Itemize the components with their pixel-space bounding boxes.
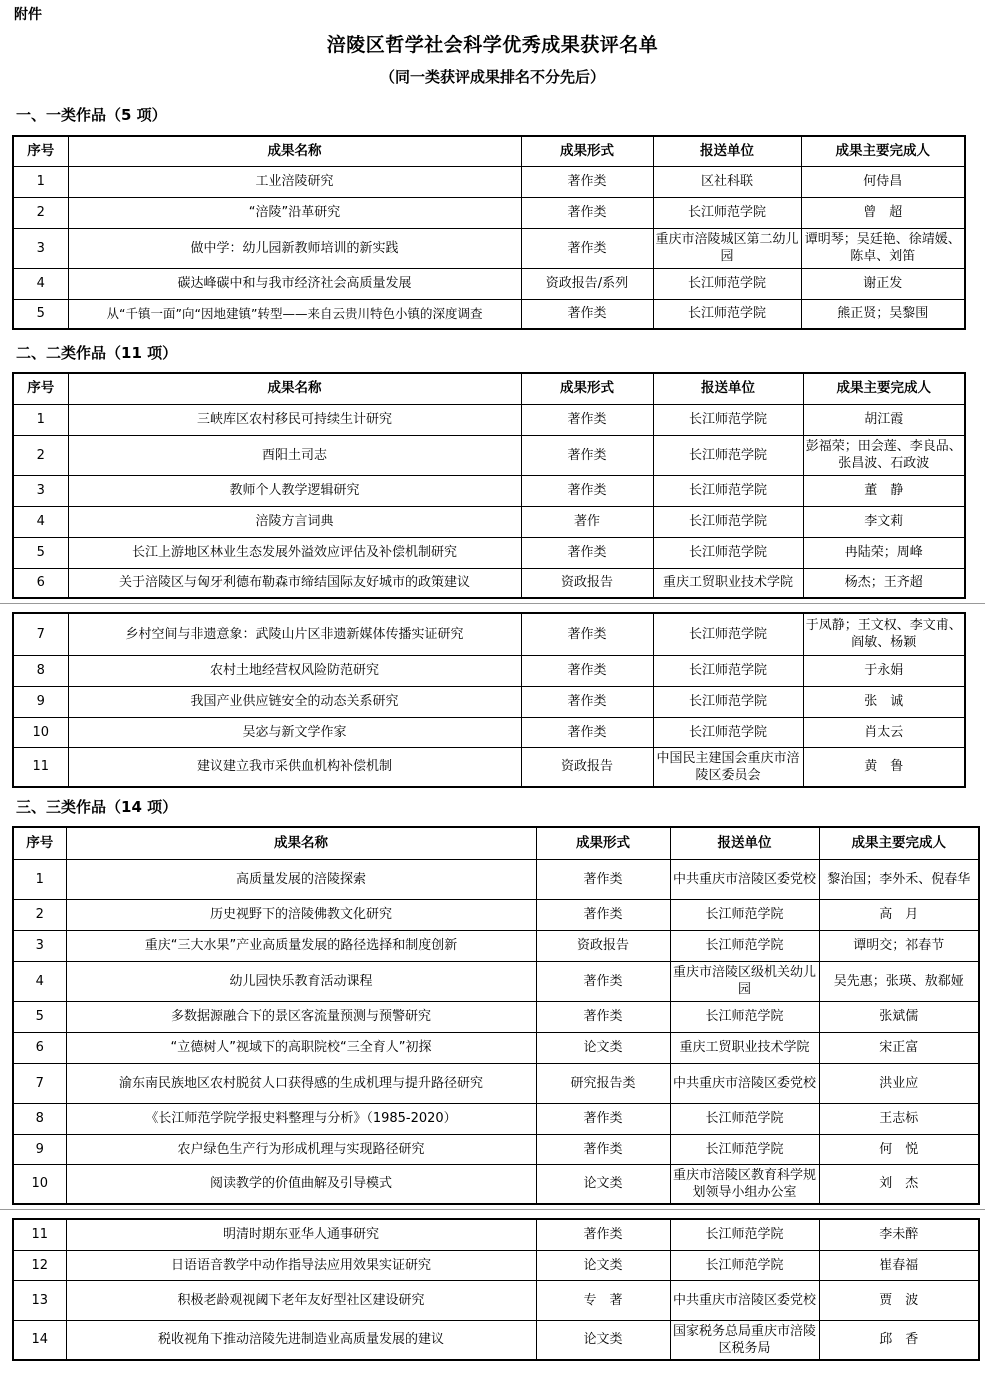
- cell-title: “立德树人”视域下的高职院校“三全育人”初探: [66, 1032, 536, 1063]
- cell-unit: 重庆市涪陵区级机关幼儿园: [670, 961, 819, 1001]
- cell-title: 日语语音教学中动作指导法应用效果实证研究: [66, 1250, 536, 1280]
- cell-form: 著作类: [521, 537, 653, 568]
- cell-unit: 长江师范学院: [653, 435, 803, 475]
- header-col-index: 序号: [13, 136, 68, 166]
- table-row: [13, 655, 965, 686]
- cell-title: 从“千镇一面”向“因地建镇”转型——来自云贵川特色小镇的深度调查: [68, 299, 521, 329]
- cell-authors: 何 悦: [819, 1134, 979, 1164]
- cell-title: 工业涪陵研究: [68, 166, 521, 197]
- header-col-authors: 成果主要完成人: [801, 136, 965, 166]
- cell-form: 著作类: [536, 1103, 670, 1134]
- cell-form: 著作类: [521, 686, 653, 717]
- cell-unit: 长江师范学院: [653, 197, 801, 228]
- cell-index: 1: [13, 166, 68, 197]
- table-header-row: [13, 827, 979, 859]
- cell-authors: 曾 超: [801, 197, 965, 228]
- cell-unit: 国家税务总局重庆市涪陵区税务局: [670, 1320, 819, 1360]
- cell-form: 著作类: [521, 613, 653, 655]
- cell-unit: 长江师范学院: [653, 613, 803, 655]
- cell-form: 著作类: [536, 1219, 670, 1250]
- cell-unit: 长江师范学院: [670, 930, 819, 961]
- cell-index: 2: [13, 435, 68, 475]
- cell-unit: 长江师范学院: [653, 506, 803, 537]
- cell-title: 积极老龄观视阈下老年友好型社区建设研究: [66, 1280, 536, 1320]
- cell-authors: 宋正富: [819, 1032, 979, 1063]
- cell-index: 8: [13, 655, 68, 686]
- header-col-index: 序号: [13, 827, 66, 859]
- header-col-title: 成果名称: [66, 827, 536, 859]
- cell-authors: 董 静: [803, 475, 965, 506]
- cell-unit: 重庆工贸职业技术学院: [653, 568, 803, 598]
- table-row: [13, 1219, 979, 1250]
- cell-authors: 李文莉: [803, 506, 965, 537]
- cell-index: 3: [13, 228, 68, 268]
- page-break-line: [0, 1209, 985, 1210]
- cell-form: 著作类: [521, 717, 653, 747]
- cell-form: 著作类: [521, 197, 653, 228]
- cell-unit: 长江师范学院: [653, 686, 803, 717]
- cell-unit: 长江师范学院: [670, 899, 819, 930]
- cell-index: 6: [13, 568, 68, 598]
- table-row: [13, 506, 965, 537]
- cell-title: 明清时期东亚华人通事研究: [66, 1219, 536, 1250]
- cell-title: 重庆“三大水果”产业高质量发展的路径选择和制度创新: [66, 930, 536, 961]
- cell-authors: 谢正发: [801, 268, 965, 299]
- table-row: [13, 1001, 979, 1032]
- cell-unit: 重庆市涪陵区教育科学规划领导小组办公室: [670, 1164, 819, 1204]
- cell-authors: 熊正贤；吴黎围: [801, 299, 965, 329]
- cell-index: 11: [13, 1219, 66, 1250]
- cell-unit: 重庆工贸职业技术学院: [670, 1032, 819, 1063]
- cell-form: 论文类: [536, 1164, 670, 1204]
- cell-authors: 杨杰；王齐超: [803, 568, 965, 598]
- table-row: [13, 717, 965, 747]
- table-row: [13, 1280, 979, 1320]
- cell-title: 《长江师范学院学报史料整理与分析》（1985-2020）: [66, 1103, 536, 1134]
- table-row: [13, 1063, 979, 1103]
- cell-index: 2: [13, 197, 68, 228]
- cell-authors: 高 月: [819, 899, 979, 930]
- header-col-authors: 成果主要完成人: [803, 373, 965, 404]
- cell-unit: 长江师范学院: [653, 717, 803, 747]
- cell-form: 著作类: [521, 299, 653, 329]
- table-row: [13, 747, 965, 787]
- table-row: [13, 1320, 979, 1360]
- cell-index: 3: [13, 475, 68, 506]
- section-heading: 一、一类作品（5 项）: [16, 106, 167, 124]
- cell-index: 9: [13, 1134, 66, 1164]
- cell-title: “涪陵”沿革研究: [68, 197, 521, 228]
- cell-unit: 长江师范学院: [670, 1219, 819, 1250]
- cell-form: 著作类: [521, 655, 653, 686]
- cell-authors: 李未醉: [819, 1219, 979, 1250]
- results-table: [12, 135, 966, 330]
- cell-index: 4: [13, 961, 66, 1001]
- cell-title: 教师个人教学逻辑研究: [68, 475, 521, 506]
- cell-unit: 长江师范学院: [653, 537, 803, 568]
- table-row: [13, 1134, 979, 1164]
- page-subtitle: （同一类获评成果排名不分先后）: [379, 68, 605, 86]
- cell-authors: 张斌儒: [819, 1001, 979, 1032]
- cell-unit: 长江师范学院: [653, 268, 801, 299]
- cell-index: 10: [13, 717, 68, 747]
- cell-title: 三峡库区农村移民可持续生计研究: [68, 404, 521, 435]
- table-row: [13, 961, 979, 1001]
- table-row: [13, 686, 965, 717]
- cell-authors: 胡江霞: [803, 404, 965, 435]
- cell-title: 我国产业供应链安全的动态关系研究: [68, 686, 521, 717]
- header-col-unit: 报送单位: [670, 827, 819, 859]
- cell-unit: 中国民主建国会重庆市涪陵区委员会: [653, 747, 803, 787]
- cell-authors: 张 诚: [803, 686, 965, 717]
- table-header-row: [13, 136, 965, 166]
- cell-index: 5: [13, 299, 68, 329]
- table-header-row: [13, 373, 965, 404]
- cell-form: 资政报告: [521, 568, 653, 598]
- header-col-unit: 报送单位: [653, 136, 801, 166]
- cell-form: 著作类: [521, 228, 653, 268]
- table-row: [13, 930, 979, 961]
- cell-index: 2: [13, 899, 66, 930]
- cell-index: 7: [13, 613, 68, 655]
- cell-form: 论文类: [536, 1320, 670, 1360]
- cell-title: 阅读教学的价值曲解及引导模式: [66, 1164, 536, 1204]
- cell-title: 幼儿园快乐教育活动课程: [66, 961, 536, 1001]
- cell-unit: 长江师范学院: [653, 299, 801, 329]
- table-row: [13, 268, 965, 299]
- cell-title: 乡村空间与非遗意象：武陵山片区非遗新媒体传播实证研究: [68, 613, 521, 655]
- cell-index: 8: [13, 1103, 66, 1134]
- cell-title: 长江上游地区林业生态发展外溢效应评估及补偿机制研究: [68, 537, 521, 568]
- cell-unit: 长江师范学院: [670, 1001, 819, 1032]
- results-table: [12, 612, 966, 788]
- cell-unit: 长江师范学院: [653, 404, 803, 435]
- cell-unit: 长江师范学院: [670, 1250, 819, 1280]
- cell-authors: 洪业应: [819, 1063, 979, 1103]
- cell-index: 13: [13, 1280, 66, 1320]
- cell-title: 农户绿色生产行为形成机理与实现路径研究: [66, 1134, 536, 1164]
- cell-title: 涪陵方言词典: [68, 506, 521, 537]
- cell-index: 7: [13, 1063, 66, 1103]
- cell-form: 专 著: [536, 1280, 670, 1320]
- cell-authors: 王志标: [819, 1103, 979, 1134]
- table-row: [13, 899, 979, 930]
- cell-title: 多数据源融合下的景区客流量预测与预警研究: [66, 1001, 536, 1032]
- cell-form: 著作类: [536, 961, 670, 1001]
- cell-authors: 黎治国；李外禾、倪春华: [819, 859, 979, 899]
- cell-index: 14: [13, 1320, 66, 1360]
- cell-form: 著作类: [536, 1134, 670, 1164]
- cell-unit: 中共重庆市涪陵区委党校: [670, 1063, 819, 1103]
- cell-authors: 谭明交；祁春节: [819, 930, 979, 961]
- cell-form: 著作类: [536, 1001, 670, 1032]
- cell-unit: 中共重庆市涪陵区委党校: [670, 1280, 819, 1320]
- table-row: [13, 859, 979, 899]
- table-row: [13, 1250, 979, 1280]
- cell-unit: 长江师范学院: [653, 655, 803, 686]
- cell-authors: 崔春福: [819, 1250, 979, 1280]
- cell-unit: 长江师范学院: [653, 475, 803, 506]
- cell-form: 著作类: [521, 166, 653, 197]
- results-table: [12, 1218, 980, 1361]
- cell-unit: 重庆市涪陵城区第二幼儿园: [653, 228, 801, 268]
- cell-index: 9: [13, 686, 68, 717]
- cell-unit: 中共重庆市涪陵区委党校: [670, 859, 819, 899]
- cell-form: 著作类: [521, 475, 653, 506]
- cell-title: 碳达峰碳中和与我市经济社会高质量发展: [68, 268, 521, 299]
- header-col-unit: 报送单位: [653, 373, 803, 404]
- table-row: [13, 1032, 979, 1063]
- table-row: [13, 299, 965, 329]
- table-row: [13, 537, 965, 568]
- header-col-title: 成果名称: [68, 136, 521, 166]
- cell-form: 著作类: [536, 859, 670, 899]
- cell-authors: 彭福荣；田会莲、李良品、张昌波、石政波: [803, 435, 965, 475]
- table-row: [13, 166, 965, 197]
- cell-authors: 吴先惠；张瑛、敖郗娅: [819, 961, 979, 1001]
- cell-unit: 区社科联: [653, 166, 801, 197]
- cell-authors: 邱 香: [819, 1320, 979, 1360]
- cell-index: 12: [13, 1250, 66, 1280]
- table-row: [13, 435, 965, 475]
- cell-title: 税收视角下推动涪陵先进制造业高质量发展的建议: [66, 1320, 536, 1360]
- cell-index: 10: [13, 1164, 66, 1204]
- cell-title: 吴宓与新文学作家: [68, 717, 521, 747]
- table-row: [13, 404, 965, 435]
- cell-authors: 于永娟: [803, 655, 965, 686]
- cell-index: 4: [13, 506, 68, 537]
- cell-authors: 贾 波: [819, 1280, 979, 1320]
- cell-authors: 刘 杰: [819, 1164, 979, 1204]
- page-break-line: [0, 603, 985, 604]
- section-heading: 三、三类作品（14 项）: [16, 798, 178, 816]
- cell-form: 著作类: [521, 435, 653, 475]
- cell-index: 5: [13, 537, 68, 568]
- table-row: [13, 197, 965, 228]
- cell-form: 著作: [521, 506, 653, 537]
- cell-index: 6: [13, 1032, 66, 1063]
- cell-form: 资政报告/系列: [521, 268, 653, 299]
- cell-title: 渝东南民族地区农村脱贫人口获得感的生成机理与提升路径研究: [66, 1063, 536, 1103]
- cell-title: 农村土地经营权风险防范研究: [68, 655, 521, 686]
- cell-authors: 冉陆荣；周峰: [803, 537, 965, 568]
- cell-title: 酉阳土司志: [68, 435, 521, 475]
- table-row: [13, 1103, 979, 1134]
- header-col-form: 成果形式: [536, 827, 670, 859]
- header-col-index: 序号: [13, 373, 68, 404]
- cell-authors: 谭明琴；吴廷艳、徐靖媛、陈卓、刘笛: [801, 228, 965, 268]
- cell-index: 4: [13, 268, 68, 299]
- cell-index: 1: [13, 859, 66, 899]
- cell-title: 高质量发展的涪陵探索: [66, 859, 536, 899]
- cell-form: 著作类: [536, 899, 670, 930]
- cell-index: 3: [13, 930, 66, 961]
- header-col-title: 成果名称: [68, 373, 521, 404]
- cell-authors: 何侍昌: [801, 166, 965, 197]
- attachment-label: 附件: [14, 7, 42, 23]
- cell-unit: 长江师范学院: [670, 1103, 819, 1134]
- cell-form: 研究报告类: [536, 1063, 670, 1103]
- section-heading: 二、二类作品（11 项）: [16, 344, 178, 362]
- cell-authors: 于凤静；王文权、李文甫、阎敏、杨颖: [803, 613, 965, 655]
- cell-form: 资政报告: [536, 930, 670, 961]
- cell-authors: 肖太云: [803, 717, 965, 747]
- table-row: [13, 568, 965, 598]
- page-title: 涪陵区哲学社会科学优秀成果获评名单: [326, 34, 659, 56]
- cell-title: 历史视野下的涪陵佛教文化研究: [66, 899, 536, 930]
- cell-title: 建议建立我市采供血机构补偿机制: [68, 747, 521, 787]
- cell-index: 1: [13, 404, 68, 435]
- cell-authors: 黄 鲁: [803, 747, 965, 787]
- cell-title: 关于涪陵区与匈牙利德布勒森市缔结国际友好城市的政策建议: [68, 568, 521, 598]
- header-col-authors: 成果主要完成人: [819, 827, 979, 859]
- cell-index: 5: [13, 1001, 66, 1032]
- results-table: [12, 826, 980, 1205]
- header-col-form: 成果形式: [521, 373, 653, 404]
- header-col-form: 成果形式: [521, 136, 653, 166]
- cell-unit: 长江师范学院: [670, 1134, 819, 1164]
- cell-index: 11: [13, 747, 68, 787]
- cell-form: 资政报告: [521, 747, 653, 787]
- table-row: [13, 475, 965, 506]
- table-row: [13, 1164, 979, 1204]
- table-row: [13, 228, 965, 268]
- results-table: [12, 372, 966, 599]
- cell-form: 著作类: [521, 404, 653, 435]
- table-row: [13, 613, 965, 655]
- cell-form: 论文类: [536, 1250, 670, 1280]
- cell-form: 论文类: [536, 1032, 670, 1063]
- cell-title: 做中学：幼儿园新教师培训的新实践: [68, 228, 521, 268]
